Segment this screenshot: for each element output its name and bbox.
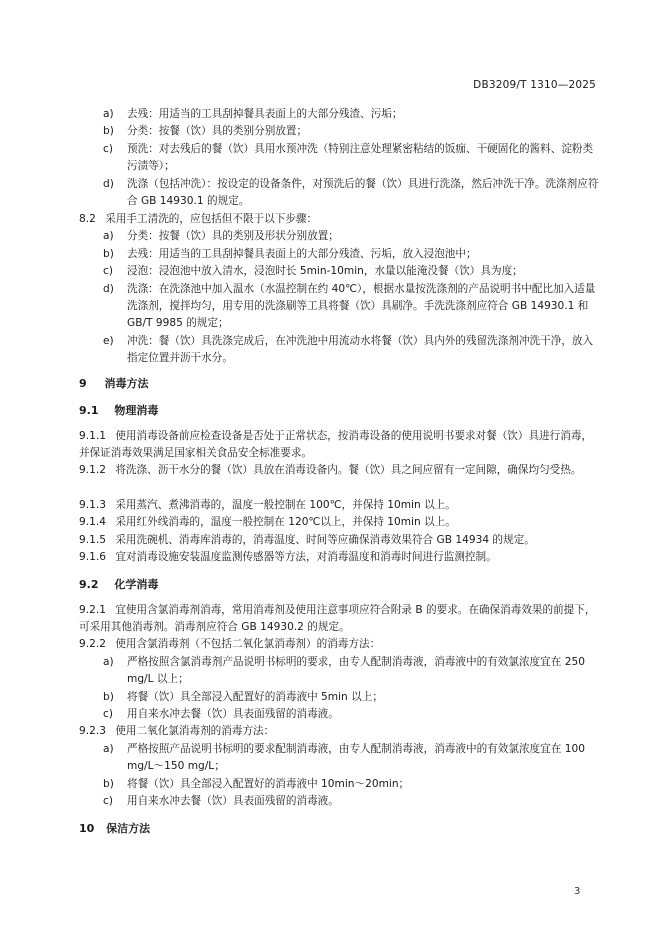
clause-9-1-2 [79,462,601,479]
clause-number: 9.2.2 [79,638,106,650]
section-heading-9-2 [79,576,158,593]
list-label: c) [103,708,113,720]
list-text: 严格按照含氯消毒剂产品说明书标明的要求，由专人配制消毒液，消毒液中的有效氯浓度宜在 250 mg/L 以上； [127,656,585,685]
clause-text: 宜对消毒设施安装温度监测传感器等方法，对消毒温度和消毒时间进行监测控制。 [115,551,497,563]
list-label: a) [103,743,114,755]
list-label: d) [103,178,114,190]
clause-8-2 [79,211,317,228]
clause-number: 9.1.6 [79,551,106,563]
clause-number: 9.1.4 [79,516,106,528]
clause-number: 9.1.1 [79,430,106,442]
list-label: a) [103,656,114,668]
clause-text: 宜使用含氯消毒剂消毒，常用消毒剂及使用注意事项应符合附录 B 的要求。在确保消毒效果的前提下，可采用其他消毒剂。消毒剂应符合 GB 14930.2 的规定。 [79,604,596,633]
clause-9-2-3 [79,723,274,740]
clause-number: 9.1.5 [79,534,106,546]
list-text: 去残：用适当的工具刮掉餐具表面上的大部分残渣、污垢； [127,108,403,120]
list-text: 分类：按餐（饮）具的类别分别放置； [127,125,308,137]
list-text: 浸泡：浸泡池中放入清水，浸泡时长 5min-10min，水量以能淹没餐（饮）具为度； [127,265,523,277]
list-label: b) [103,125,114,137]
clause-9-1-3 [79,497,456,514]
section-number: 9.2 [79,578,99,591]
section-title: 保洁方法 [106,822,151,835]
section-number: 9 [79,377,87,390]
section-title: 物理消毒 [114,404,159,417]
list-text: 严格按照产品说明书标明的要求配制消毒液，由专人配制消毒液，消毒液中的有效氯浓度宜在 100 mg/L～150 mg/L； [127,743,585,772]
list-label: d) [103,283,114,295]
list-label: c) [103,143,113,155]
section-title: 消毒方法 [104,377,149,390]
page-number: 3 [574,886,581,897]
list-text: 用自来水冲去餐（饮）具表面残留的消毒液。 [127,708,339,720]
list-text: 用自来水冲去餐（饮）具表面残留的消毒液。 [127,795,339,807]
list-text: 分类：按餐（饮）具的类别及形状分别放置； [127,230,339,242]
document-code: DB3209/T 1310—2025 [473,79,596,91]
clause-9-1-5 [79,532,535,549]
list-text: 洗涤（包括冲洗）：按设定的设备条件，对预洗后的餐（饮）具进行洗涤，然后冲洗干净。洗涤剂应符合 GB 14930.1 的规定。 [127,178,599,207]
clause-text: 将洗涤、沥干水分的餐（饮）具放在消毒设备内。餐（饮）具之间应留有一定间隙，确保均匀受热。 [115,464,582,476]
list-item [0,333,662,369]
list-item [0,654,662,690]
list-item [0,141,662,177]
list-text: 去残：用适当的工具刮掉餐具表面上的大部分残渣、污垢，放入浸泡池中； [127,248,477,260]
section-number: 10 [79,822,95,835]
clause-text: 采用红外线消毒的，温度一般控制在 120℃以上，并保持 10min 以上。 [115,516,456,528]
list-item [0,281,662,335]
section-number: 9.1 [79,404,99,417]
clause-number: 9.2.1 [79,604,106,616]
list-item [0,741,662,777]
clause-number: 9.1.2 [79,464,106,476]
clause-number: 9.1.3 [79,499,106,511]
section-heading-9 [79,375,149,392]
clause-9-2-2 [79,636,380,653]
section-title: 化学消毒 [114,578,159,591]
list-label: b) [103,248,114,260]
clause-text: 使用二氧化氯消毒剂的消毒方法： [115,725,275,737]
clause-text: 采用手工清洗的，应包括但不限于以下步骤： [105,213,318,225]
clause-9-1-4 [79,514,456,531]
clause-number: 9.2.3 [79,725,106,737]
list-label: b) [103,778,114,790]
list-label: a) [103,230,114,242]
list-text: 冲洗：餐（饮）具洗涤完成后，在冲洗池中用流动水将餐（饮）具内外的残留洗涤剂冲洗干净，放入指定位置并沥干水分。 [127,335,594,364]
clause-text: 采用洗碗机、消毒库消毒的，消毒温度、时间等应确保消毒效果符合 GB 14934 的规定。 [115,534,535,546]
list-item [0,176,662,212]
clause-text: 采用蒸汽、煮沸消毒的，温度一般控制在 100℃，并保持 10min 以上。 [115,499,456,511]
list-label: a) [103,108,114,120]
clause-9-1-1 [79,428,601,462]
list-text: 将餐（饮）具全部浸入配置好的消毒液中 10min～20min； [127,778,410,790]
clause-text: 使用含氯消毒剂（不包括二氧化氯消毒剂）的消毒方法： [115,638,381,650]
clause-9-1-6 [79,549,497,566]
section-heading-10 [79,820,150,837]
clause-9-2-1 [79,602,601,636]
list-label: b) [103,691,114,703]
list-label: c) [103,795,113,807]
list-label: c) [103,265,113,277]
list-text: 洗涤：在洗涤池中加入温水（水温控制在约 40℃），根据水量按洗涤剂的产品说明书中配比加入适量洗涤剂，搅拌均匀，用专用的洗涤刷等工具将餐（饮）具刷净。手洗洗涤剂应符合 GB 14930.1 和 GB/T 9985 的规定； [127,283,596,329]
clause-text: 使用消毒设备前应检查设备是否处于正常状态，按消毒设备的使用说明书要求对餐（饮）具进行消毒，并保证消毒效果满足国家相关食品安全标准要求。 [79,430,593,459]
list-text: 预洗：对去残后的餐（饮）具用水预冲洗（特别注意处理紧密粘结的饭痂、干硬固化的酱料、淀粉类污渍等）； [127,143,594,172]
list-text: 将餐（饮）具全部浸入配置好的消毒液中 5min 以上； [127,691,383,703]
clause-number: 8.2 [79,213,96,225]
section-heading-9-1 [79,402,158,419]
list-label: e) [103,335,114,347]
